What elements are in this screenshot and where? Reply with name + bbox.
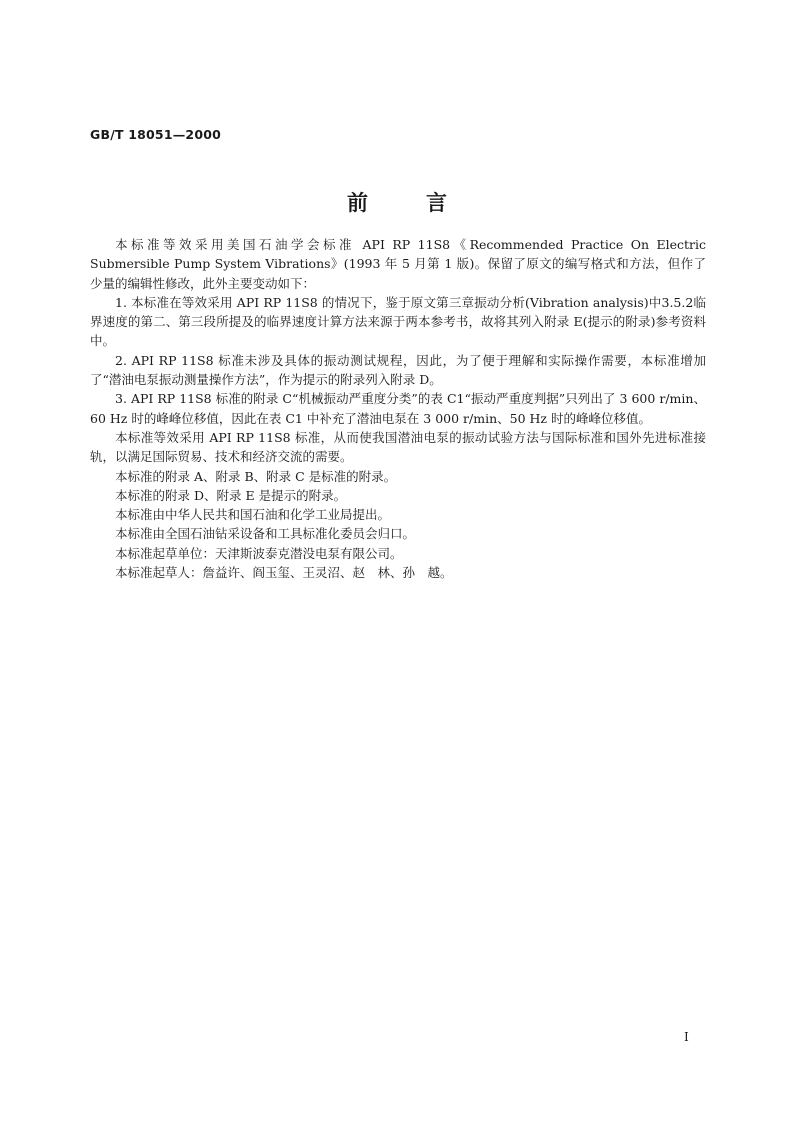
paragraph-normative-annexes: 本标准的附录 A、附录 B、附录 C 是标准的附录。	[115, 468, 397, 484]
paragraph-intro: 本标准等效采用美国石油学会标准 API RP 11S8《Recommended Practice On Electric Submersible Pump System Vibrations》(1993 年 5 月第 1 版)。保留了原文的编写格式和方法，但作了少量的编辑性修改，此外主要变动如下：	[90, 237, 706, 291]
foreword-body	[90, 235, 706, 582]
paragraph-informative-annexes: 本标准的附录 D、附录 E 是提示的附录。	[115, 487, 347, 503]
paragraph-proposed-by: 本标准由中华人民共和国石油和化学工业局提出。	[115, 507, 391, 523]
paragraph-change-3: 3. API RP 11S8 标准的附录 C“机械振动严重度分类”的表 C1“振动严重度判据”只列出了 3 600 r/min、60 Hz 时的峰峰位移值，因此在表 C1 中补充了潜油电泵在 3 000 r/min、50 Hz 时的峰峰位移值。	[90, 391, 706, 426]
paragraph-centralized-by: 本标准由全国石油钻采设备和工具标准化委员会归口。	[115, 526, 416, 542]
paragraph-drafters: 本标准起草人：詹益许、阎玉玺、王灵沼、赵 林、孙 越。	[115, 565, 453, 581]
standard-code: GB/T 18051—2000	[90, 127, 222, 142]
page-number: I	[684, 1030, 689, 1044]
paragraph-change-2: 2. API RP 11S8 标准未涉及具体的振动测试规程，因此，为了便于理解和实际操作需要，本标准增加了“潜油电泵振动测量操作方法”，作为提示的附录列入附录 D。	[90, 352, 706, 388]
paragraph-purpose: 本标准等效采用 API RP 11S8 标准，从而使我国潜油电泵的振动试验方法与国际标准和国外先进标准接轨，以满足国际贸易、技术和经济交流的需要。	[90, 429, 706, 465]
page-title: 前言	[347, 190, 505, 215]
paragraph-drafting-unit: 本标准起草单位：天津斯波泰克潜没电泵有限公司。	[115, 545, 403, 561]
paragraph-change-1: 1. 本标准在等效采用 API RP 11S8 的情况下，鉴于原文第三章振动分析(Vibration analysis)中3.5.2临界速度的第二、第三段所提及的临界速度计算方法来源于两本参考书，故将其列入附录 E(提示的附录)参考资料中。	[90, 294, 706, 349]
